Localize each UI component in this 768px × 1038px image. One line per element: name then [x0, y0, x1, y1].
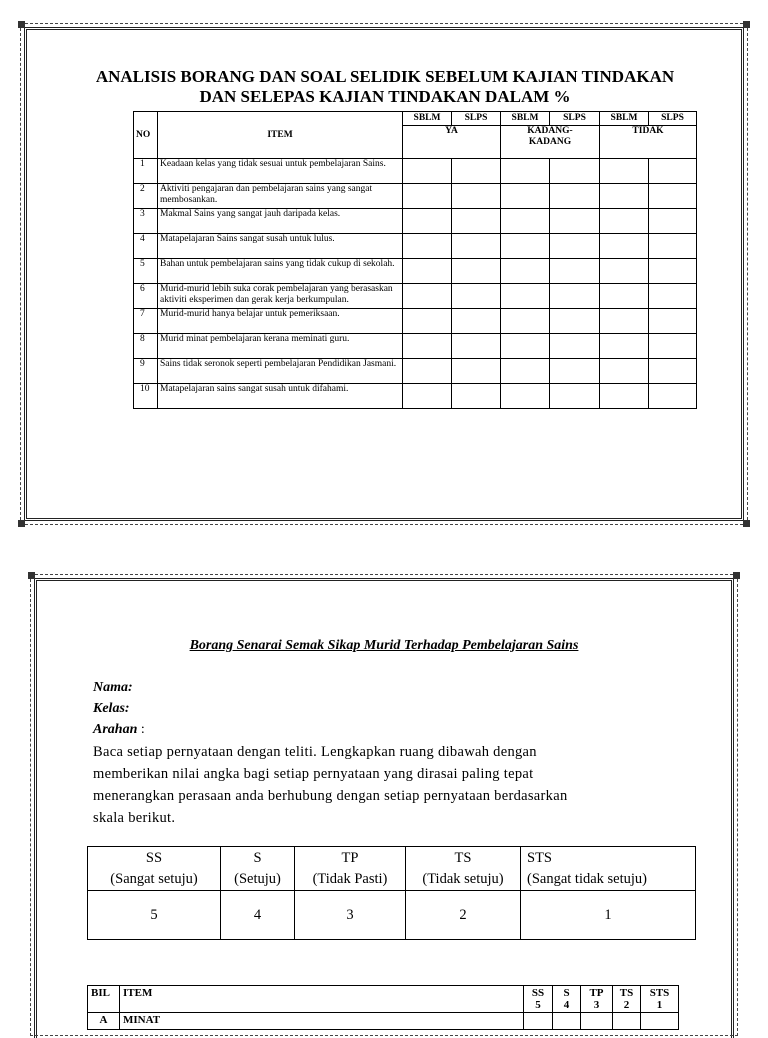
- percentage-cell[interactable]: [649, 159, 697, 184]
- row-item: Matapelajaran Sains sangat susah untuk lulus.: [158, 234, 403, 259]
- header-ts-code: TS: [619, 987, 634, 999]
- row-number: 9: [134, 359, 158, 384]
- percentage-cell[interactable]: [452, 259, 501, 284]
- scale-s: [221, 847, 295, 891]
- row-item: Keadaan kelas yang tidak sesuai untuk pembelajaran Sains.: [158, 159, 403, 184]
- row-number: 5: [134, 259, 158, 284]
- percentage-cell[interactable]: [452, 309, 501, 334]
- scale-tp: [295, 847, 406, 891]
- scale-code: TS: [454, 849, 472, 866]
- row-number: 3: [134, 209, 158, 234]
- header-tidak-sblm: SBLM: [600, 112, 649, 126]
- percentage-cell[interactable]: [600, 209, 649, 234]
- scale-value: 5: [88, 891, 221, 940]
- rating-cell[interactable]: [553, 1013, 581, 1030]
- frame-corner: [18, 21, 25, 28]
- header-s: [553, 986, 581, 1013]
- percentage-cell[interactable]: [452, 284, 501, 309]
- row-number: 10: [134, 384, 158, 409]
- survey-row: [134, 259, 697, 284]
- row-number: 6: [134, 284, 158, 309]
- header-sts-code: STS: [649, 987, 670, 999]
- row-number: 7: [134, 309, 158, 334]
- header-ts: [613, 986, 641, 1013]
- header-item: ITEM: [120, 986, 524, 1013]
- row-number: 2: [134, 184, 158, 209]
- percentage-cell[interactable]: [649, 184, 697, 209]
- header-item: ITEM: [158, 112, 403, 159]
- survey-row: [134, 234, 697, 259]
- percentage-cell[interactable]: [550, 259, 600, 284]
- percentage-cell[interactable]: [452, 209, 501, 234]
- header-ts-value: 2: [623, 999, 630, 1011]
- percentage-cell[interactable]: [452, 384, 501, 409]
- instruction-line: memberikan nilai angka bagi setiap pernyataan yang dirasai paling tepat: [93, 766, 534, 782]
- row-number: 1: [134, 159, 158, 184]
- row-item: Murid-murid hanya belajar untuk pemeriksaan.: [158, 309, 403, 334]
- percentage-cell[interactable]: [649, 359, 697, 384]
- percentage-cell[interactable]: [403, 159, 452, 184]
- rating-scale-table: [87, 846, 696, 940]
- kelas-label: Kelas:: [93, 701, 130, 716]
- percentage-cell[interactable]: [501, 184, 550, 209]
- percentage-cell[interactable]: [550, 309, 600, 334]
- percentage-cell[interactable]: [501, 209, 550, 234]
- frame-corner: [18, 520, 25, 527]
- row-item: Bahan untuk pembelajaran sains yang tidak cukup di sekolah.: [158, 259, 403, 284]
- arahan-label: [93, 722, 145, 738]
- scale-desc: (Setuju): [234, 870, 281, 887]
- percentage-cell[interactable]: [649, 209, 697, 234]
- header-sts: [641, 986, 679, 1013]
- attitude-checklist-table: [87, 985, 679, 1030]
- percentage-cell[interactable]: [501, 159, 550, 184]
- header-sts-value: 1: [656, 999, 663, 1011]
- percentage-cell[interactable]: [501, 334, 550, 359]
- percentage-cell[interactable]: [501, 384, 550, 409]
- percentage-cell[interactable]: [403, 284, 452, 309]
- header-s-value: 4: [563, 999, 570, 1011]
- percentage-cell[interactable]: [550, 159, 600, 184]
- percentage-cell[interactable]: [403, 384, 452, 409]
- percentage-cell[interactable]: [403, 359, 452, 384]
- arahan-text: Arahan: [93, 722, 138, 737]
- row-item: Murid-murid lebih suka corak pembelajaran yang berasaskan aktiviti eksperimen dan gerak kerja berkumpulan.: [158, 284, 403, 309]
- survey-title-line1: ANALISIS BORANG DAN SOAL SELIDIK SEBELUM KAJIAN TINDAKAN: [95, 67, 675, 86]
- percentage-cell[interactable]: [600, 159, 649, 184]
- percentage-cell[interactable]: [550, 209, 600, 234]
- nama-label: Nama:: [93, 680, 133, 695]
- scale-code: STS: [527, 849, 552, 866]
- row-item: Matapelajaran sains sangat susah untuk difahami.: [158, 384, 403, 409]
- arahan-colon: :: [140, 722, 145, 737]
- row-item: Murid minat pembelajaran kerana meminati guru.: [158, 334, 403, 359]
- header-ya-slps: SLPS: [452, 112, 501, 126]
- scale-desc: (Tidak setuju): [422, 870, 504, 887]
- survey-row: [134, 309, 697, 334]
- header-tidak: TIDAK: [600, 126, 697, 159]
- header-tp-code: TP: [589, 987, 604, 999]
- survey-row: [134, 359, 697, 384]
- percentage-cell[interactable]: [649, 234, 697, 259]
- survey-row: [134, 384, 697, 409]
- percentage-cell[interactable]: [452, 184, 501, 209]
- rating-cell[interactable]: [641, 1013, 679, 1030]
- header-tp-value: 3: [593, 999, 600, 1011]
- scale-code: SS: [145, 849, 163, 866]
- header-no: NO: [134, 112, 158, 159]
- percentage-cell[interactable]: [501, 284, 550, 309]
- percentage-cell[interactable]: [403, 309, 452, 334]
- percentage-cell[interactable]: [501, 234, 550, 259]
- scale-value: 1: [521, 891, 696, 940]
- percentage-cell[interactable]: [600, 234, 649, 259]
- percentage-cell[interactable]: [403, 259, 452, 284]
- percentage-cell[interactable]: [550, 234, 600, 259]
- header-ss: [524, 986, 553, 1013]
- percentage-cell[interactable]: [600, 184, 649, 209]
- percentage-cell[interactable]: [600, 384, 649, 409]
- frame-corner: [743, 21, 750, 28]
- header-ya: YA: [403, 126, 501, 159]
- header-ya-sblm: SBLM: [403, 112, 452, 126]
- row-number: 4: [134, 234, 158, 259]
- survey-analysis-table: [133, 111, 697, 409]
- percentage-cell[interactable]: [649, 259, 697, 284]
- percentage-cell[interactable]: [403, 209, 452, 234]
- header-ss-code: SS: [531, 987, 545, 999]
- percentage-cell[interactable]: [550, 284, 600, 309]
- survey-title: [40, 67, 730, 107]
- header-kadang-sblm: SBLM: [501, 112, 550, 126]
- percentage-cell[interactable]: [600, 309, 649, 334]
- header-bil: BIL: [88, 986, 120, 1013]
- scale-desc: (Sangat setuju): [110, 870, 198, 887]
- instruction-line: skala berikut.: [93, 810, 176, 826]
- scale-code: TP: [341, 849, 359, 866]
- survey-row: [134, 334, 697, 359]
- percentage-cell[interactable]: [600, 284, 649, 309]
- frame-corner: [743, 520, 750, 527]
- frame-corner: [28, 572, 35, 579]
- percentage-cell[interactable]: [600, 359, 649, 384]
- scale-sts: [521, 847, 696, 891]
- row-item: Aktiviti pengajaran dan pembelajaran sains yang sangat membosankan.: [158, 184, 403, 209]
- instruction-line: menerangkan perasaan anda berhubung dengan setiap pernyataan berdasarkan: [93, 788, 568, 804]
- percentage-cell[interactable]: [600, 334, 649, 359]
- percentage-cell[interactable]: [403, 234, 452, 259]
- percentage-cell[interactable]: [452, 334, 501, 359]
- percentage-cell[interactable]: [501, 359, 550, 384]
- scale-value: 3: [295, 891, 406, 940]
- header-s-code: S: [563, 987, 570, 999]
- survey-row: [134, 209, 697, 234]
- scale-code: S: [253, 849, 262, 866]
- row-bil: A: [88, 1013, 120, 1030]
- percentage-cell[interactable]: [649, 309, 697, 334]
- row-number: 8: [134, 334, 158, 359]
- survey-row: [134, 159, 697, 184]
- scale-value: 4: [221, 891, 295, 940]
- percentage-cell[interactable]: [452, 359, 501, 384]
- instructions: [93, 741, 673, 829]
- percentage-cell[interactable]: [452, 234, 501, 259]
- percentage-cell[interactable]: [501, 259, 550, 284]
- percentage-cell[interactable]: [649, 284, 697, 309]
- percentage-cell[interactable]: [649, 334, 697, 359]
- percentage-cell[interactable]: [550, 184, 600, 209]
- rating-cell[interactable]: [613, 1013, 641, 1030]
- header-kadang-kadang: KADANG-KADANG: [501, 126, 600, 159]
- survey-title-line2: DAN SELEPAS KAJIAN TINDAKAN DALAM %: [199, 87, 571, 106]
- percentage-cell[interactable]: [501, 309, 550, 334]
- percentage-cell[interactable]: [452, 159, 501, 184]
- scale-value: 2: [406, 891, 521, 940]
- survey-row: [134, 284, 697, 309]
- percentage-cell[interactable]: [550, 384, 600, 409]
- scale-ss: [88, 847, 221, 891]
- row-item: MINAT: [120, 1013, 524, 1030]
- percentage-cell[interactable]: [403, 184, 452, 209]
- header-tp: [581, 986, 613, 1013]
- percentage-cell[interactable]: [403, 334, 452, 359]
- scale-ts: [406, 847, 521, 891]
- header-ss-value: 5: [535, 999, 541, 1011]
- frame-corner: [733, 572, 740, 579]
- form-title: Borang Senarai Semak Sikap Murid Terhadap Pembelajaran Sains: [189, 638, 579, 653]
- rating-cell[interactable]: [581, 1013, 613, 1030]
- percentage-cell[interactable]: [550, 334, 600, 359]
- instruction-line: Baca setiap pernyataan dengan teliti. Lengkapkan ruang dibawah dengan: [93, 744, 537, 760]
- row-item: Makmal Sains yang sangat jauh daripada kelas.: [158, 209, 403, 234]
- rating-cell[interactable]: [524, 1013, 553, 1030]
- percentage-cell[interactable]: [649, 384, 697, 409]
- scale-desc: (Tidak Pasti): [312, 870, 388, 887]
- header-tidak-slps: SLPS: [649, 112, 697, 126]
- percentage-cell[interactable]: [550, 359, 600, 384]
- scale-desc: (Sangat tidak setuju): [527, 870, 648, 887]
- survey-row: [134, 184, 697, 209]
- percentage-cell[interactable]: [600, 259, 649, 284]
- row-item: Sains tidak seronok seperti pembelajaran Pendidikan Jasmani.: [158, 359, 403, 384]
- header-kadang-slps: SLPS: [550, 112, 600, 126]
